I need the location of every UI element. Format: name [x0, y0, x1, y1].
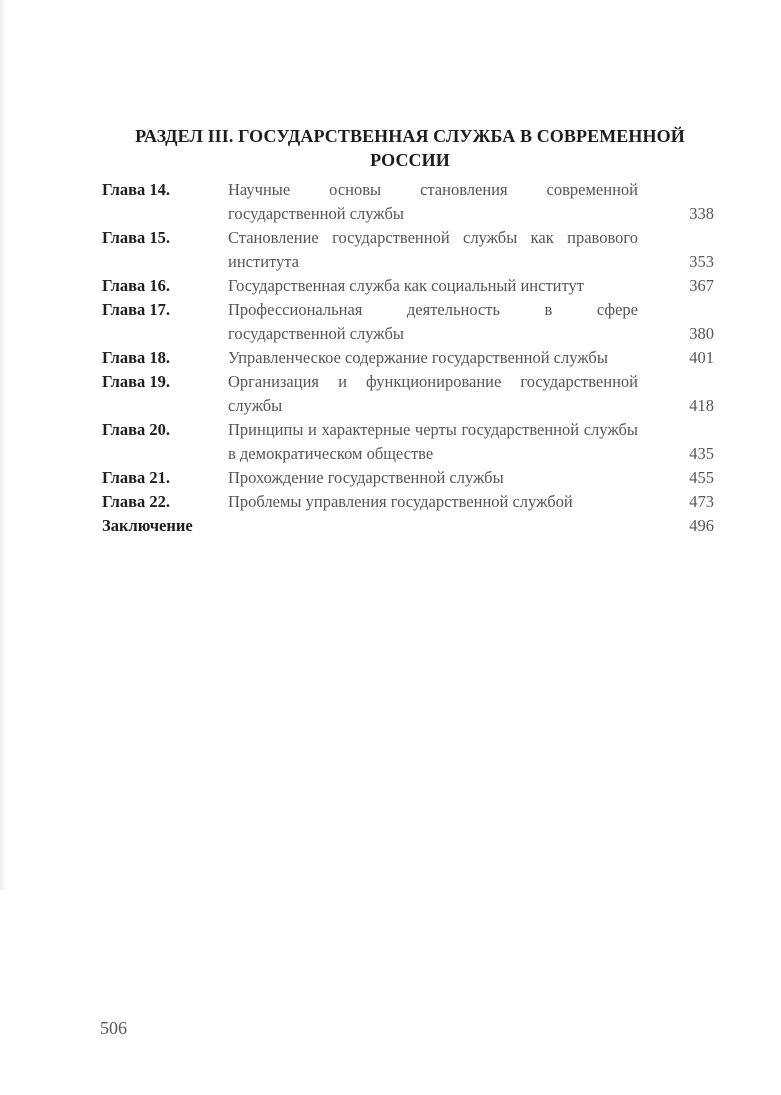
chapter-title: Организация и функционирование государственной службы: [228, 372, 638, 415]
chapter-label: Глава 22.: [102, 492, 171, 511]
conclusion-page: 496: [689, 516, 715, 535]
toc-entry-conclusion[interactable]: [102, 514, 714, 538]
toc-entry[interactable]: [102, 466, 714, 490]
chapter-label: Глава 16.: [102, 276, 171, 295]
toc-entry[interactable]: [102, 370, 714, 418]
toc-entry[interactable]: [102, 418, 714, 466]
chapter-page: 455: [689, 468, 714, 487]
chapter-page: 367: [689, 276, 714, 295]
page-number: 506: [100, 1018, 127, 1038]
chapter-title: Управленческое содержание государственной службы: [228, 348, 608, 367]
chapter-title: Принципы и характерные черты государственной службы в демократическом обществе: [228, 420, 638, 463]
table-of-contents: [102, 178, 714, 538]
chapter-title: Становление государственной службы как правового института: [228, 228, 638, 271]
chapter-page: 380: [689, 324, 714, 343]
chapter-label: Глава 15.: [102, 228, 171, 247]
chapter-title: Государственная служба как социальный институт: [228, 276, 584, 295]
toc-entry[interactable]: [102, 274, 714, 298]
chapter-label: Глава 20.: [102, 420, 171, 439]
chapter-title: Научные основы становления современной государственной службы: [228, 180, 638, 223]
toc-entry[interactable]: [102, 490, 714, 514]
page-edge: [0, 0, 6, 890]
chapter-label: Глава 19.: [102, 372, 171, 391]
toc-entry[interactable]: [102, 178, 714, 226]
toc-entry[interactable]: [102, 298, 714, 346]
chapter-page: 338: [689, 204, 714, 223]
chapter-page: 401: [689, 348, 714, 367]
chapter-label: Глава 21.: [102, 468, 171, 487]
toc-entry[interactable]: [102, 226, 714, 274]
chapter-page: 435: [689, 444, 714, 463]
chapter-label: Глава 18.: [102, 348, 171, 367]
toc-entry[interactable]: [102, 346, 714, 370]
chapter-title: Проблемы управления государственной службой: [228, 492, 573, 511]
chapter-page: 418: [689, 396, 714, 415]
chapter-title: Прохождение государственной службы: [228, 468, 504, 487]
chapter-title: Профессиональная деятельность в сфере государственной службы: [228, 300, 638, 343]
chapter-page: 473: [689, 492, 714, 511]
conclusion-label: Заключение: [102, 516, 193, 535]
section-heading: РАЗДЕЛ III. ГОСУДАРСТВЕННАЯ СЛУЖБА В СОВРЕМЕННОЙ РОССИИ: [135, 126, 685, 170]
chapter-page: 353: [689, 252, 714, 271]
chapter-label: Глава 14.: [102, 180, 171, 199]
chapter-label: Глава 17.: [102, 300, 171, 319]
